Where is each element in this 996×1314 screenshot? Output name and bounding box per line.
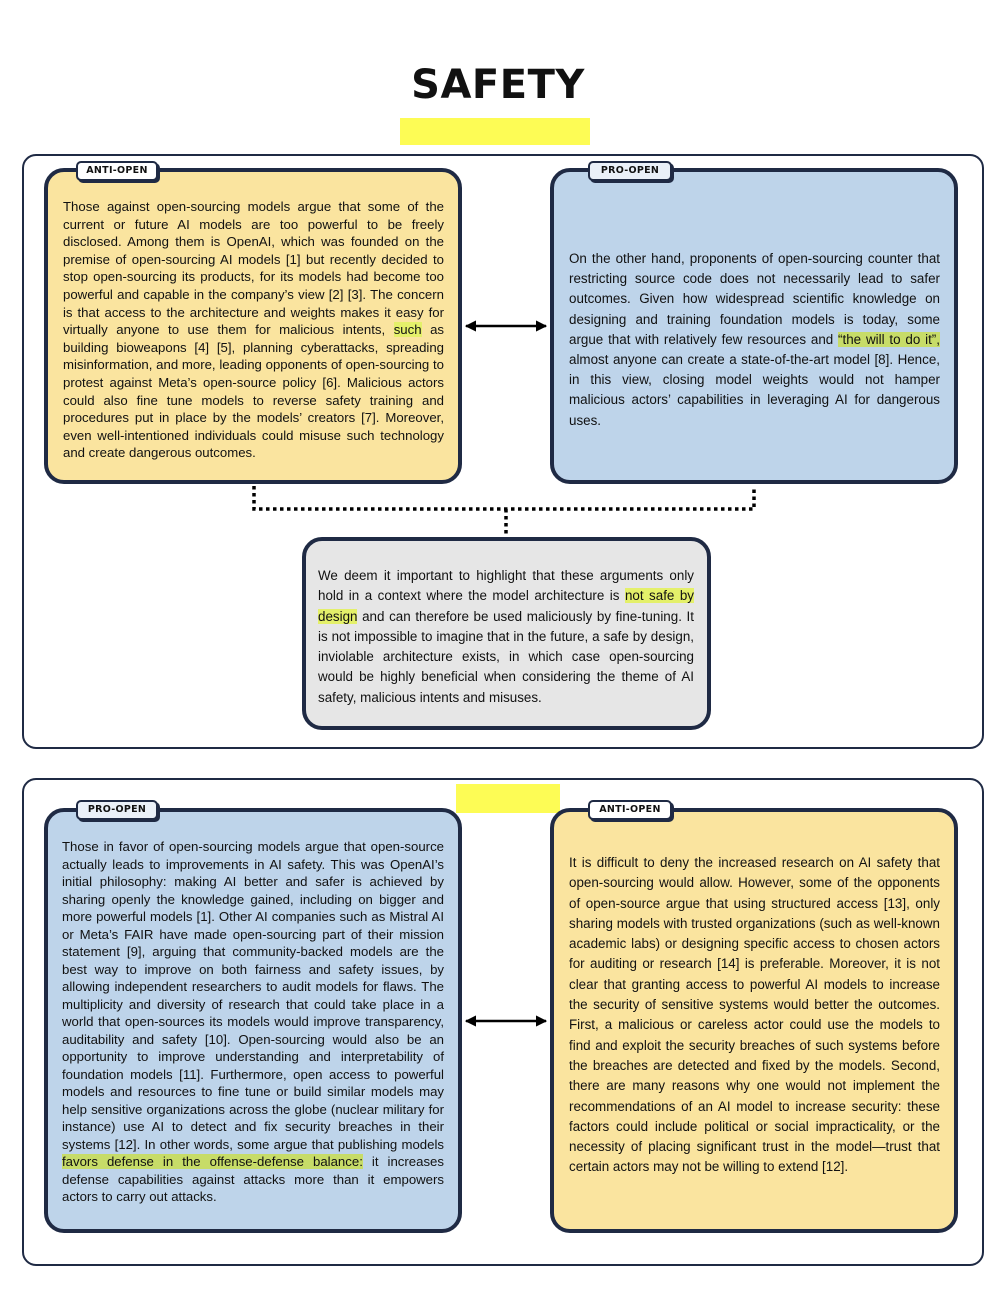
section2-anti-open-box <box>550 808 958 1233</box>
title-highlight-bar <box>400 118 590 145</box>
section2-pro-open-box <box>44 808 462 1233</box>
section1-anti-open-text: Those against open-sourcing models argue that some of the current or future AI models are too powerful to be freely disclosed. Among them is OpenAI, which was founded on the premise of open-sourcing AI models [1] but recently decided to stop open-sourcing its products, for its models had become too powerful and capable in the company’s view [2] [3]. The concern is that access to the architecture and weights makes it easy for virtually anyone to use them for malicious intents, such as building bioweapons [4] [5], planning cyberattacks, spreading misinformation, and more, leading opponents of open-sourcing to protest against Meta’s open-source policy [6]. Malicious actors could also fine tune models to reverse safety training and procedures put in place by the models’ creators [7]. Moreover, even well-intentioned individuals could misuse such technology and create dangerous outcomes. <box>63 199 445 461</box>
highlight: favors defense in the offense-defense balance: <box>62 1154 363 1169</box>
section1-pro-open-tag: PRO-OPEN <box>588 161 672 181</box>
section1-anti-open-box <box>44 168 462 484</box>
section2-pro-open-text: Those in favor of open-sourcing models argue that open-source actually leads to improvements in AI safety. This was OpenAI’s initial philosophy: making AI better and safer is achieved by sharing openly the knowledge gained, including on bigger and more powerful models [1]. Other AI companies such as Mistral AI or Meta’s FAIR have made open-sourcing part of their mission statement [9], arguing that community-backed models are the best way to improve on both fairness and safety issues, by allowing independent researchers to audit models for flaws. The multiplicity and diversity of research that could take place in a world that open-sources its models would improve transparency, auditability and safety [10]. Open-sourcing would also be an opportunity to improve understanding and interpretability of foundation models [11]. Furthermore, open access to powerful models and resources to fine tune or build similar models may help sensitive organizations across the globe (nuclear military for instance) use AI to detect and fix security breaches in their systems [12]. In other words, some argue that publishing models favors defense in the offense-defense balance: it increases defense capabilities against attacks more than it empowers actors to carry out attacks. <box>62 839 444 1204</box>
section1-pro-open-text: On the other hand, proponents of open-sourcing counter that restricting source code does not necessarily lead to safer outcomes. Given how widespread scientific knowledge on designing and training foundation models is today, some argue that with relatively few resources and “the will to do it”, almost anyone can create a state-of-the-art model [8]. Hence, in this view, closing model weights would not hamper malicious actors’ capabilities in leveraging AI for dangerous uses. <box>569 251 940 428</box>
highlight: “the will to do it”, <box>838 331 940 347</box>
highlight: such <box>393 322 422 338</box>
section2-highlight-bar <box>456 784 560 813</box>
section2-pro-open-tag: PRO-OPEN <box>76 800 158 820</box>
section2-anti-open-text: It is difficult to deny the increased research on AI safety that open-sourcing would allow. However, some of the opponents of open-source argue that using structured access [13], only sharing models with trusted organizations (such as well-known academic labs) or designing specific access to chosen actors for auditing or research [14] is preferable. Moreover, it is not clear that granting access to powerful AI models to increase the security of sensitive systems would better the outcomes. First, a malicious or careless actor could use the models to find and exploit the security breaches of such systems before the breaches are detected and fixed by the models. Second, there are many reasons why one would not implement the recommendations of an AI model to increase security: these factors could include political or social impracticality, or the necessity of placing significant trust in the model—trust that certain actors may not be willing to extend [12]. <box>569 855 940 1175</box>
section1-pro-open-box <box>550 168 958 484</box>
highlight: not safe by design <box>318 588 694 624</box>
section1-anti-open-tag: ANTI-OPEN <box>76 161 158 181</box>
section1-note-text: We deem it important to highlight that these arguments only hold in a context where the model architecture is not safe by design and can therefore be used maliciously by fine-tuning. It is not impossible to imagine that in the future, a safe by design, inviolable architecture exists, in which case open-sourcing would be highly beneficial when considering the theme of AI safety, malicious intents and misuses. <box>318 568 694 705</box>
section1-note-box <box>302 537 711 730</box>
page-title: SAFETY <box>411 62 585 108</box>
section2-anti-open-tag: ANTI-OPEN <box>588 800 672 820</box>
